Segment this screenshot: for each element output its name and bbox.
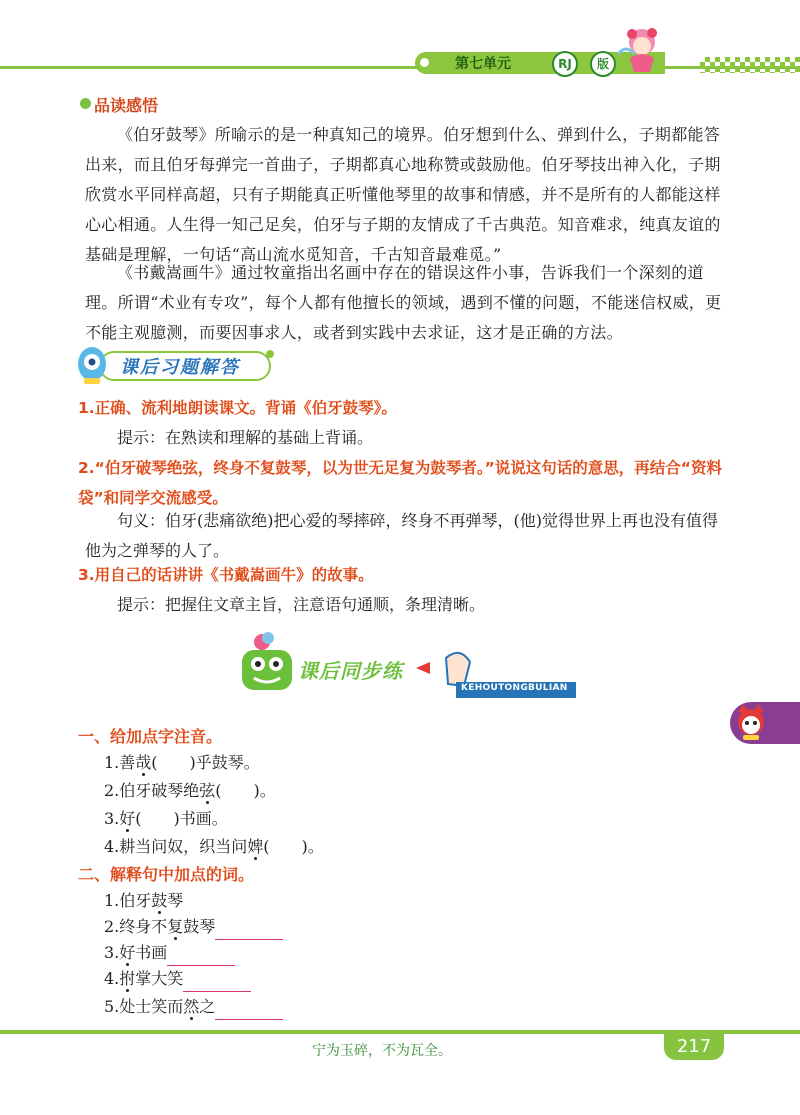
answer-question-3: 3.用自己的话讲讲《书戴嵩画牛》的故事。 [78,566,374,584]
item-text: 3. [104,943,120,962]
dotted-char: 复 [167,917,184,936]
answer-text-3: 提示：把握住文章主旨，注意语句通顺，条理清晰。 [117,595,486,614]
answer-blank[interactable] [167,945,235,966]
dotted-char: 弦 [199,781,216,800]
answers-section-title: 课后习题解答 [120,357,240,378]
unit-label: 第七单元 [455,56,511,72]
exercise2-item-4 [104,966,251,992]
item-text: 书画 [135,943,168,962]
rj-badge: RJ [552,51,578,77]
reading-paragraph-1: 《伯牙鼓琴》所喻示的是一种真知己的境界。伯牙想到什么、弹到什么，子期都能答出来，而且伯牙每弹完一首曲子，子期都真心地称赞或鼓励他。伯牙琴技出神入化，子期欣赏水平同样高超，只有子期能真正听懂他琴里的故事和情感，并不是所有的人都能这样心心相通。人生得一知己足矣，伯牙与子期的友情成了千古典范。知音难求，纯真友谊的基础是理解，一句话“高山流水觅知音，千古知音最难觅。” [85,125,721,264]
header-checker-pattern [700,57,800,73]
page-number: 217 [664,1034,724,1060]
header-rule [0,66,800,69]
practice-banner-title: 课后同步练 [298,659,403,683]
answer-text-2: 句义：伯牙(悲痛欲绝)把心爱的琴摔碎，终身不再弹琴，(他)觉得世界上再也没有值得他为之弹琴的人了。 [85,511,718,560]
edition-badge: 版 [590,51,616,77]
exercise1-item-1 [104,750,260,776]
section-dot-icon [80,98,91,109]
header-dot-icon [420,58,429,67]
dotted-char: 婢 [247,837,264,856]
item-text: 2.终身不 [104,917,168,936]
exercise2-item-2 [104,914,283,940]
fairy-mascot-icon [612,24,670,74]
answer-text-1: 提示：在熟读和理解的基础上背诵。 [117,428,374,447]
answer-blank[interactable] [215,919,283,940]
cat-mascot-icon [734,704,768,740]
item-text: 之 [199,997,216,1016]
exercise2-item-1 [104,888,183,914]
exercise2-item-5 [104,994,283,1020]
reading-section-title: 品读感悟 [94,96,159,115]
exercise2-item-3 [104,940,235,966]
exercise1-item-2 [104,778,276,804]
item-text: 琴 [167,891,184,910]
item-text: ( )书画。 [135,809,228,828]
dotted-char: 鼓 [151,891,168,910]
answer-blank[interactable] [215,999,283,1020]
exercise1-item-4 [104,834,324,860]
answer-blank[interactable] [183,971,251,992]
dotted-char: 然 [183,997,200,1016]
item-text: 5.处士笑而 [104,997,184,1016]
practice-banner-subtitle: KEHOUTONGBULIAN [461,683,568,693]
reading-paragraph-2: 《书戴嵩画牛》通过牧童指出名画中存在的错误这件小事，告诉我们一个深刻的道理。所谓“术业有专攻”，每个人都有他擅长的领域，遇到不懂的问题，不能迷信权威，更不能主观臆测，而要因事求人，或者到实践中去求证，这才是正确的方法。 [85,263,722,342]
answer-question-1: 1.正确、流利地朗读课文。背诵《伯牙鼓琴》。 [78,399,397,417]
item-text: 1.善 [104,753,136,772]
exercise1-item-3 [104,806,228,832]
item-text: 3. [104,809,120,828]
dotted-char: 好 [119,943,136,962]
item-text: 4.耕当问奴，织当问 [104,837,248,856]
item-text: 4. [104,969,120,988]
footer-motto: 宁为玉碎，不为瓦全。 [312,1043,452,1059]
item-text: ( )。 [263,837,324,856]
item-text: ( )乎鼓琴。 [151,753,260,772]
item-text: 鼓琴 [183,917,216,936]
item-text: 掌大笑 [135,969,184,988]
item-text: 2.伯牙破琴绝 [104,781,200,800]
dotted-char: 好 [119,809,136,828]
exercise2-title: 二、解释句中加点的词。 [78,865,255,884]
exercise1-title: 一、给加点字注音。 [78,727,223,746]
dotted-char: 拊 [119,969,136,988]
dotted-char: 哉 [135,753,152,772]
item-text: ( )。 [215,781,276,800]
item-text: 1.伯牙 [104,891,152,910]
answer-question-2: 2.“伯牙破琴绝弦，终身不复鼓琴，以为世无足复为鼓琴者。”说说这句话的意思，再结合“资料袋”和同学交流感受。 [78,459,722,507]
